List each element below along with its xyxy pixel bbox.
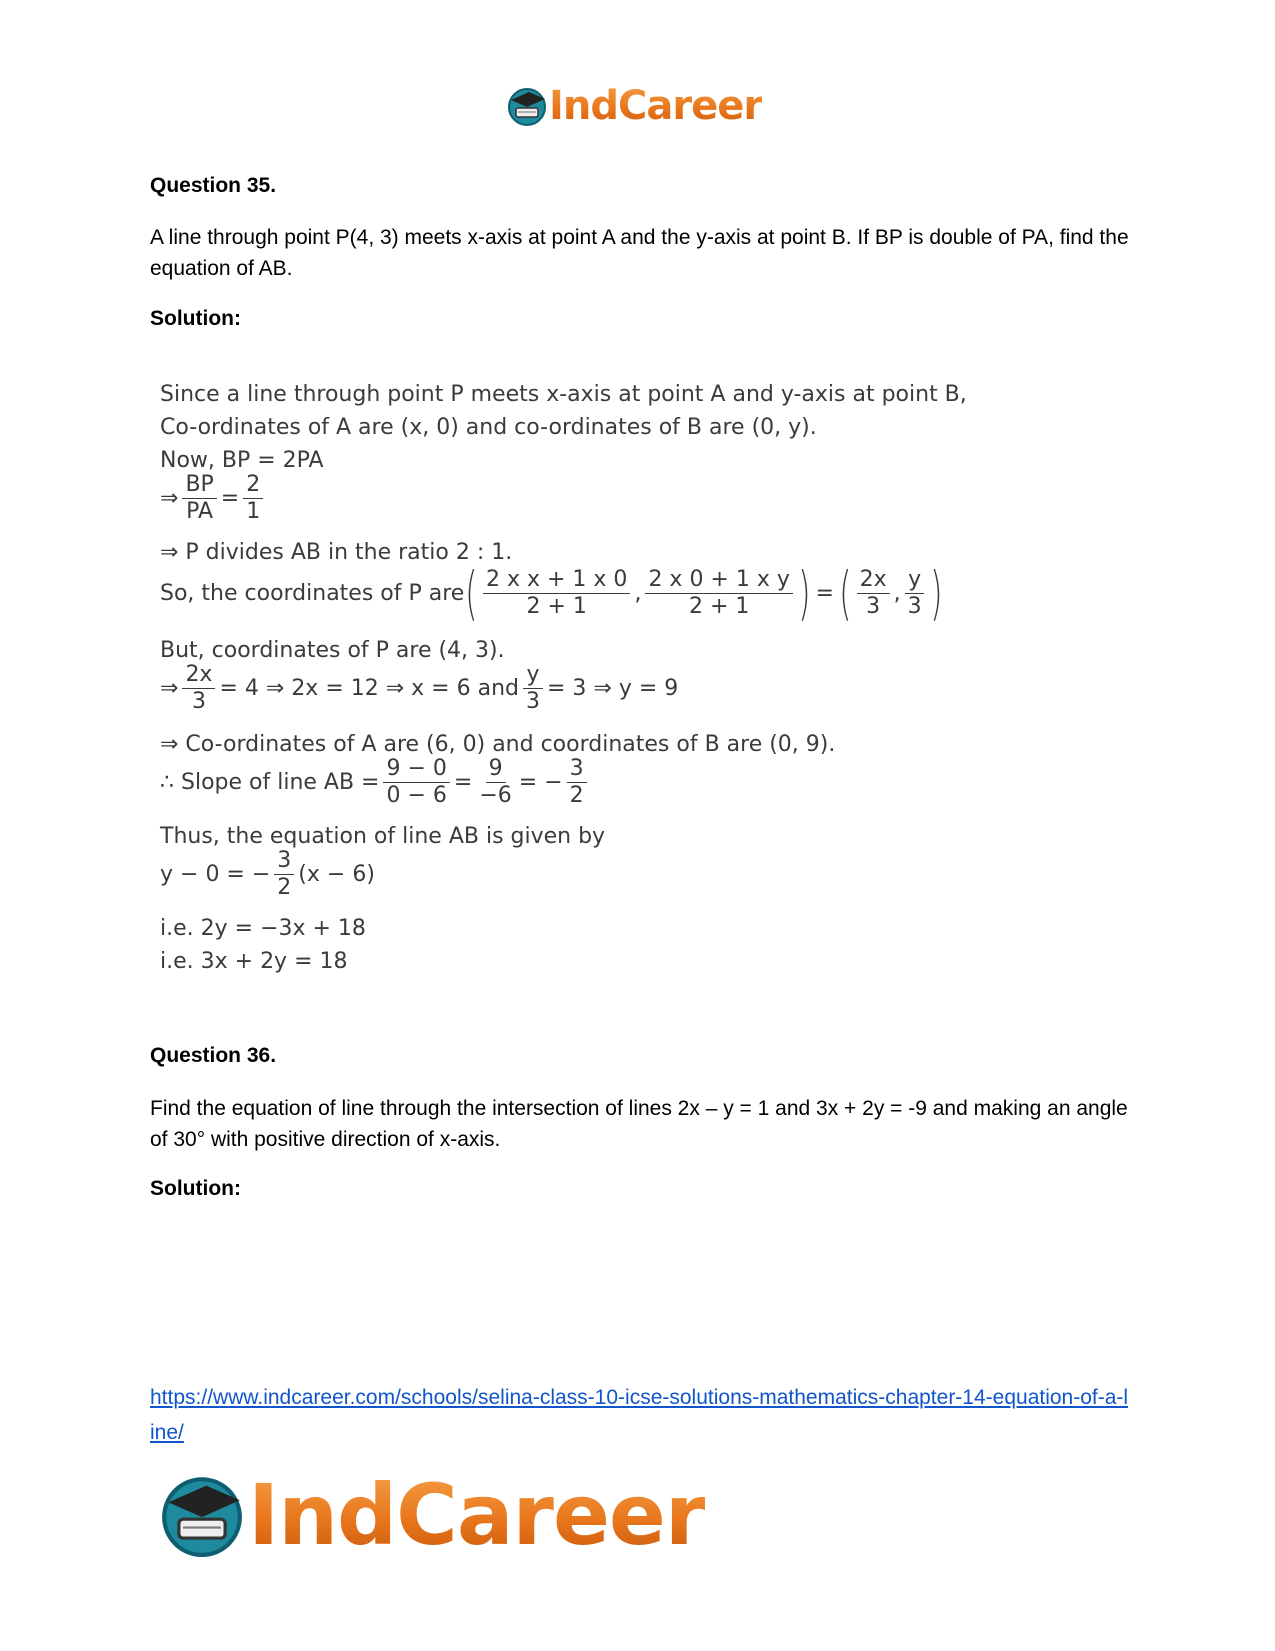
fraction-denominator: 3 [866, 593, 881, 619]
solution-line [160, 848, 375, 901]
solution-text: (x − 6) [298, 862, 375, 887]
source-url-link[interactable]: https://www.indcareer.com/schools/selina-class-10-icse-solutions-mathematics-chapter-14-equation-of-a-line/ [150, 1386, 1129, 1444]
solution-line [160, 662, 678, 715]
right-paren: ) [797, 559, 811, 627]
fraction-denominator: PA [186, 499, 214, 524]
fraction-denominator: 3 [525, 689, 540, 714]
solution-text: = 4 ⇒ 2x = 12 ⇒ x = 6 and [219, 676, 519, 701]
fraction-denominator: 0 − 6 [386, 783, 447, 808]
question-35-text: A line through point P(4, 3) meets x-axis at point A and the y-axis at point B. If BP is double of PA, find the equation of AB. [150, 226, 1129, 280]
fraction-denominator: 2 [569, 783, 584, 808]
fraction [645, 567, 792, 620]
fraction-numerator: 2 [243, 472, 263, 499]
fraction [476, 756, 514, 809]
graduation-cap-book-icon [160, 1473, 244, 1557]
fraction-numerator: y [523, 662, 542, 689]
fraction [567, 756, 587, 809]
fraction-numerator: 2x [182, 662, 215, 689]
fraction [905, 567, 925, 620]
fraction-denominator: 3 [907, 593, 922, 619]
implies-symbol: ⇒ [160, 676, 179, 701]
fraction-numerator: 3 [567, 756, 587, 783]
fraction-numerator: y [905, 567, 924, 594]
fraction-numerator: 9 [486, 756, 506, 783]
fraction-denominator: 1 [246, 499, 261, 524]
fraction [243, 472, 263, 525]
fraction-numerator: BP [182, 472, 216, 499]
solution-line: So, the coordinates of P are ( $\frac{\text{2 x x + 1 x 0}}{2 + 1}$ , $\frac{\text{2 x 0 + 1 x y}}{2 + 1}$ ) = ( $\frac{2x}{3}$ , $\frac{y}{3}$ ) [160, 559, 943, 627]
fraction-denominator: 2 [277, 875, 292, 900]
indcareer-logo-bottom [160, 1465, 705, 1565]
solution-text: ∴ Slope of line AB = [160, 770, 380, 795]
fraction-denominator: 2 + 1 [688, 593, 750, 619]
equals-sign: = [453, 770, 473, 795]
logo-wordmark: IndCareer [248, 1466, 706, 1564]
implies-symbol: ⇒ [160, 486, 179, 511]
question-35-solution-label: Solution: [150, 307, 241, 330]
solution-line: Thus, the equation of line AB is given by [160, 824, 606, 849]
fraction-numerator: 9 − 0 [383, 756, 449, 783]
solution-line: Now, BP = 2PA [160, 448, 324, 473]
solution-text: So, the coordinates of P are [160, 580, 465, 606]
fraction-numerator: 2x [857, 567, 890, 594]
solution-line [160, 472, 267, 525]
solution-line: i.e. 2y = −3x + 18 [160, 916, 366, 941]
logo-wordmark: IndCareer [549, 78, 762, 134]
graduation-cap-book-icon [507, 86, 547, 126]
solution-line: Since a line through point P meets x-axis at point A and y-axis at point B, [160, 382, 967, 407]
question-35-heading: Question 35. [150, 174, 277, 197]
fraction [182, 472, 216, 525]
equals-sign: = − [518, 770, 563, 795]
fraction-numerator: 2 x x + 1 x 0 [483, 567, 630, 594]
solution-line: ⇒ Co-ordinates of A are (6, 0) and coordinates of B are (0, 9). [160, 732, 836, 757]
solution-line [160, 756, 591, 809]
question-36-heading: Question 36. [150, 1044, 277, 1067]
fraction [383, 756, 449, 809]
right-paren: ) [929, 559, 943, 627]
fraction [483, 567, 630, 620]
solution-text: = 3 ⇒ y = 9 [546, 676, 679, 701]
fraction [274, 848, 294, 901]
indcareer-logo-top [507, 78, 762, 134]
solution-text: y − 0 = − [160, 862, 271, 887]
fraction-numerator: 3 [274, 848, 294, 875]
fraction [182, 662, 215, 715]
solution-line: But, coordinates of P are (4, 3). [160, 638, 505, 663]
fraction-numerator: 2 x 0 + 1 x y [645, 567, 792, 594]
fraction-denominator: 3 [191, 689, 206, 714]
fraction-denominator: 2 + 1 [526, 593, 587, 619]
left-paren: ( [839, 559, 852, 627]
fraction-denominator: −6 [479, 783, 512, 808]
solution-line: Co-ordinates of A are (x, 0) and co-ordinates of B are (0, y). [160, 415, 817, 440]
solution-line: i.e. 3x + 2y = 18 [160, 949, 348, 974]
left-paren: ( [465, 559, 478, 627]
fraction [857, 567, 890, 620]
question-36-text: Find the equation of line through the intersection of lines 2x – y = 1 and 3x + 2y = -9 and making an angle of 30° with positive direction of x-axis. [150, 1097, 1128, 1151]
solution-line: ⇒ P divides AB in the ratio 2 : 1. [160, 540, 513, 565]
equals-sign: = [220, 486, 240, 511]
question-36-solution-label: Solution: [150, 1177, 241, 1200]
fraction [523, 662, 543, 715]
